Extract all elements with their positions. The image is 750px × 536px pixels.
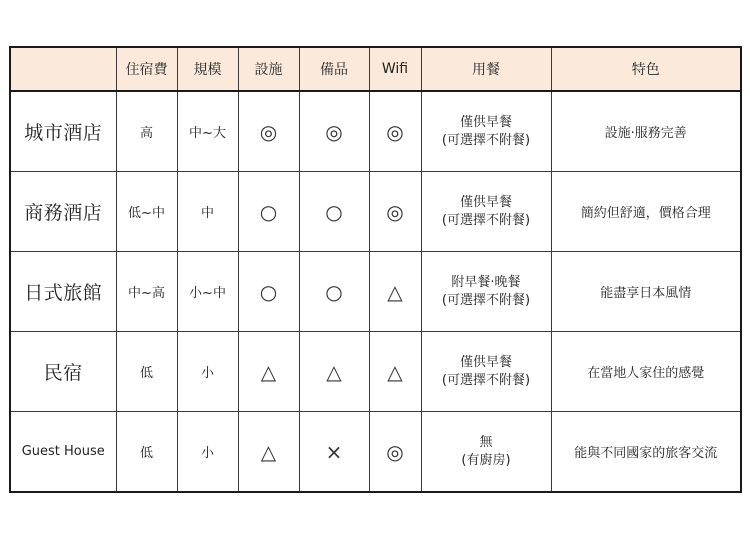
facility-rating: ○ [238,172,299,252]
facility-rating: △ [238,412,299,493]
meal-cell [421,412,551,493]
scale-cell: 小 [177,332,238,412]
meal-line2: (可選擇不附餐) [441,132,531,148]
header-scale: 規模 [177,47,238,91]
table-row-minshuku [10,332,741,412]
meal-line2: (有廚房) [461,452,511,468]
meal-cell [421,332,551,412]
feature-cell: 能盡享日本風情 [551,252,741,332]
row-name: Guest House [10,412,116,493]
scale-cell: 小~中 [177,252,238,332]
header-row [10,47,741,91]
header-feature: 特色 [551,47,741,91]
meal-line1: 無 [479,434,493,450]
wifi-rating: ◎ [369,172,421,252]
row-name: 城市酒店 [10,91,116,172]
wifi-rating: △ [369,332,421,412]
meal-line2: (可選擇不附餐) [441,212,531,228]
feature-cell: 能與不同國家的旅客交流 [551,412,741,493]
meal-line1: 僅供早餐 [459,194,512,210]
table-row-business-hotel [10,172,741,252]
header-cost: 住宿費 [116,47,177,91]
facility-rating: △ [238,332,299,412]
scale-cell: 中~大 [177,91,238,172]
meal-line1: 僅供早餐 [459,114,512,130]
cost-cell: 中~高 [116,252,177,332]
cost-cell: 低~中 [116,172,177,252]
meal-cell [421,252,551,332]
meal-cell [421,91,551,172]
facility-rating: ◎ [238,91,299,172]
amenity-rating: ○ [299,252,369,332]
table-row-guest-house [10,412,741,493]
header-amenity: 備品 [299,47,369,91]
wifi-rating: ◎ [369,412,421,493]
wifi-rating: ◎ [369,91,421,172]
meal-line1: 僅供早餐 [459,354,512,370]
feature-cell: 在當地人家住的感覺 [551,332,741,412]
meal-line1: 附早餐·晚餐 [451,274,521,290]
meal-line2: (可選擇不附餐) [441,292,531,308]
cost-cell: 低 [116,412,177,493]
scale-cell: 小 [177,412,238,493]
amenity-rating: △ [299,332,369,412]
header-meal: 用餐 [421,47,551,91]
feature-cell: 設施·服務完善 [551,91,741,172]
facility-rating: ○ [238,252,299,332]
row-name: 日式旅館 [10,252,116,332]
amenity-rating: ○ [299,172,369,252]
header-wifi: Wifi [369,47,421,91]
row-name: 民宿 [10,332,116,412]
cost-cell: 低 [116,332,177,412]
table-row-ryokan [10,252,741,332]
accommodation-comparison-table [9,46,742,493]
header-blank [10,47,116,91]
wifi-rating: △ [369,252,421,332]
feature-cell: 簡約但舒適，價格合理 [551,172,741,252]
amenity-rating: × [299,412,369,493]
table-row-city-hotel [10,91,741,172]
meal-cell [421,172,551,252]
cost-cell: 高 [116,91,177,172]
amenity-rating: ◎ [299,91,369,172]
header-facility: 設施 [238,47,299,91]
row-name: 商務酒店 [10,172,116,252]
scale-cell: 中 [177,172,238,252]
meal-line2: (可選擇不附餐) [441,372,531,388]
